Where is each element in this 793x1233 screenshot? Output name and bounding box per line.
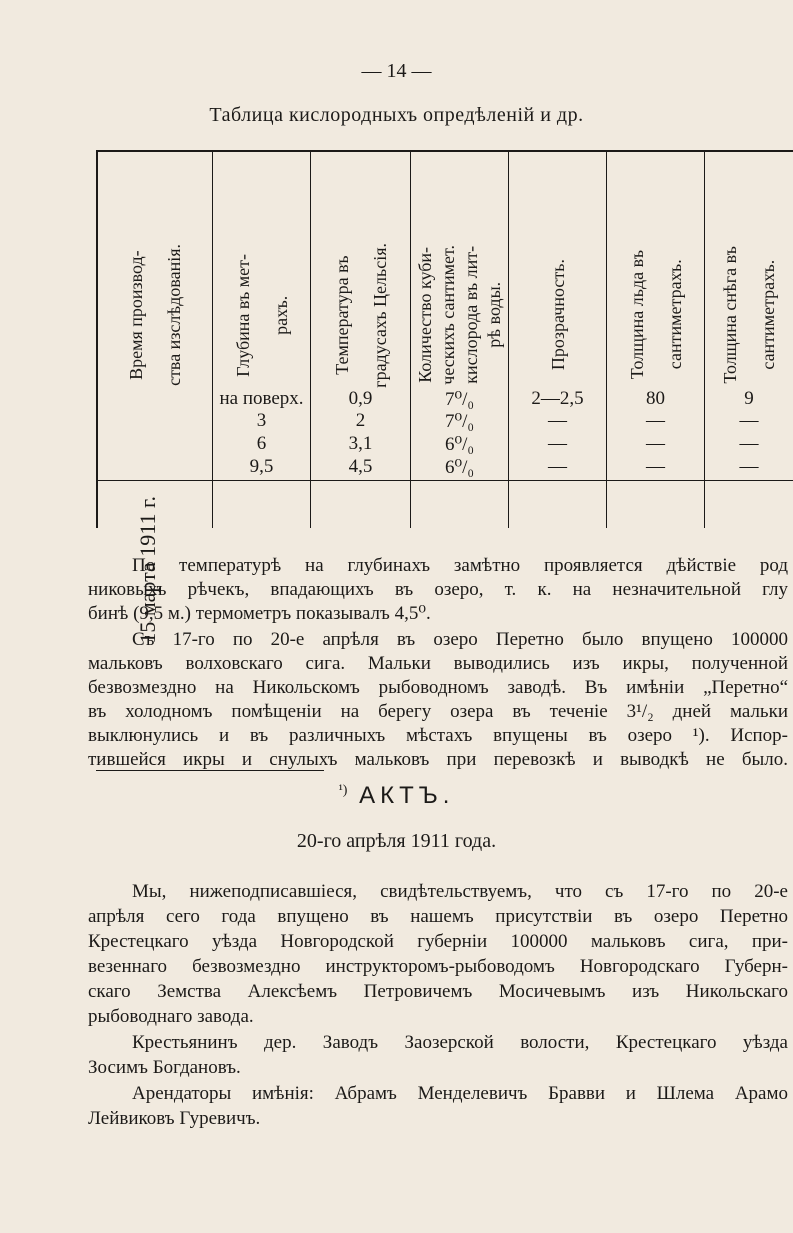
text-line: Лейвиковъ Гуревичъ. [88, 1108, 261, 1129]
text-line: бинѣ (9,5 м.) термометръ показывалъ 4,5⁰. [88, 603, 431, 624]
text-line: безвозмездно на Никольскомъ рыбоводномъ заводѣ. Въ имѣніи „Перетно“ [88, 677, 788, 698]
text-line: скаго Земства Алексѣемъ Петровичемъ Мосичевымъ изъ Никольскаго [88, 981, 788, 1002]
table-cell: 9 [744, 388, 754, 409]
table-top-rule [96, 150, 793, 152]
text-line: По температурѣ на глубинахъ замѣтно проявляется дѣйствіе род [132, 555, 788, 576]
table-cell: 7⁰/₀ [444, 411, 475, 432]
table-cell: — [646, 410, 665, 431]
table-cell: 9,5 [249, 456, 274, 477]
text-line: никовыхъ рѣчекъ, впадающихъ въ озеро, т. к. на незначительной глу [88, 579, 788, 600]
text-line: Зосимъ Богдановъ. [88, 1057, 241, 1078]
header-line: ства изслѣдованія. [164, 244, 184, 386]
text-line: выклюнулись и въ различныхъ мѣстахъ впущены въ озеро ¹). Испор- [88, 725, 788, 746]
text-line: Крестецкаго уѣзда Новгородской губерніи 100000 мальковъ сига, при- [88, 931, 788, 952]
header-line: Толщина льда въ [626, 250, 647, 380]
header-line: Температура въ [331, 255, 352, 375]
table-cell: 0,9 [348, 388, 373, 409]
header-line: Прозрачность. [547, 259, 568, 371]
header-line: сантиметрахъ. [664, 260, 685, 370]
header-line: Время производ- [126, 250, 146, 380]
table-cell: 3 [256, 410, 267, 431]
header-line: ческихъ сантимет. [437, 245, 458, 385]
text-line: Мы, нижеподписавшіеся, свидѣтельствуемъ, что съ 17-го по 20-е [132, 881, 788, 902]
table-cell: — [739, 410, 759, 431]
akt-title: АКТЪ. [359, 782, 455, 809]
table-cell: 6⁰/₀ [444, 434, 475, 455]
header-line: кислорода въ лит- [460, 246, 481, 384]
table-title: Таблица кислородныхъ опредѣленій и др. [209, 104, 584, 126]
text-line: везеннаго безвозмездно инструкторомъ-рыбоводомъ Новгородскаго Губерн- [88, 956, 788, 977]
table-cell: — [548, 433, 567, 454]
footnote-mark: ¹) [338, 783, 348, 798]
table-cell: 2 [355, 410, 366, 431]
footnote-rule [96, 770, 324, 771]
table-cell: 4,5 [348, 456, 373, 477]
header-time [98, 156, 212, 474]
table-header-rule [96, 480, 793, 481]
text-line: апрѣля сего года впущено въ нашемъ присутствіи въ озеро Перетно [88, 906, 788, 927]
table-cell: 3,1 [348, 433, 373, 454]
footnote-heading [0, 782, 793, 810]
header-line: сантиметрахъ. [758, 260, 778, 370]
header-line: рахъ. [270, 295, 291, 335]
table-cell: — [739, 433, 759, 454]
table-cell: 80 [646, 388, 665, 409]
table-cell: — [739, 456, 759, 477]
header-line: Глубина въ мет- [232, 253, 253, 377]
table-cell: 2—2,5 [531, 388, 584, 409]
table-cell: — [548, 456, 567, 477]
text-line: рыбоводнаго завода. [88, 1006, 254, 1027]
page-number: — 14 — [361, 60, 432, 82]
text-line: Крестьянинъ дер. Заводъ Заозерской волости, Крестецкаго уѣзда [132, 1032, 788, 1053]
text-line: мальковъ волховскаго сига. Мальки выводились изъ икры, полученной [88, 653, 788, 674]
table-cell: 6⁰/₀ [444, 457, 475, 478]
text-line: тившейся икры и снулыхъ мальковъ при перевозкѣ и выводкѣ не было. [88, 749, 788, 770]
akt-date: 20-го апрѣля 1911 года. [296, 830, 497, 852]
table-cell: 6 [256, 433, 267, 454]
header-line: Количество куби- [414, 247, 435, 383]
header-line: градусахъ Цельсія. [369, 242, 390, 388]
text-line: Съ 17-го по 20-е апрѣля въ озеро Перетно было впущено 100000 [132, 629, 788, 650]
table-cell: на поверх. [219, 388, 304, 409]
header-line: рѣ воды. [483, 282, 504, 348]
text-line: Арендаторы имѣнія: Абрамъ Менделевичъ Бравви и Шлема Арамо [132, 1083, 788, 1104]
header-line: Толщина снѣга въ [720, 246, 740, 384]
table-cell: — [646, 456, 665, 477]
table-cell: — [646, 433, 665, 454]
measurement-date: 15 марта 1911 г. [135, 496, 160, 644]
text-line: въ холодномъ помѣщеніи на берегу озера въ теченіе 3¹/₂ дней мальки [88, 701, 788, 722]
table-cell: — [548, 410, 567, 431]
table-cell: 7⁰/₀ [444, 389, 475, 410]
